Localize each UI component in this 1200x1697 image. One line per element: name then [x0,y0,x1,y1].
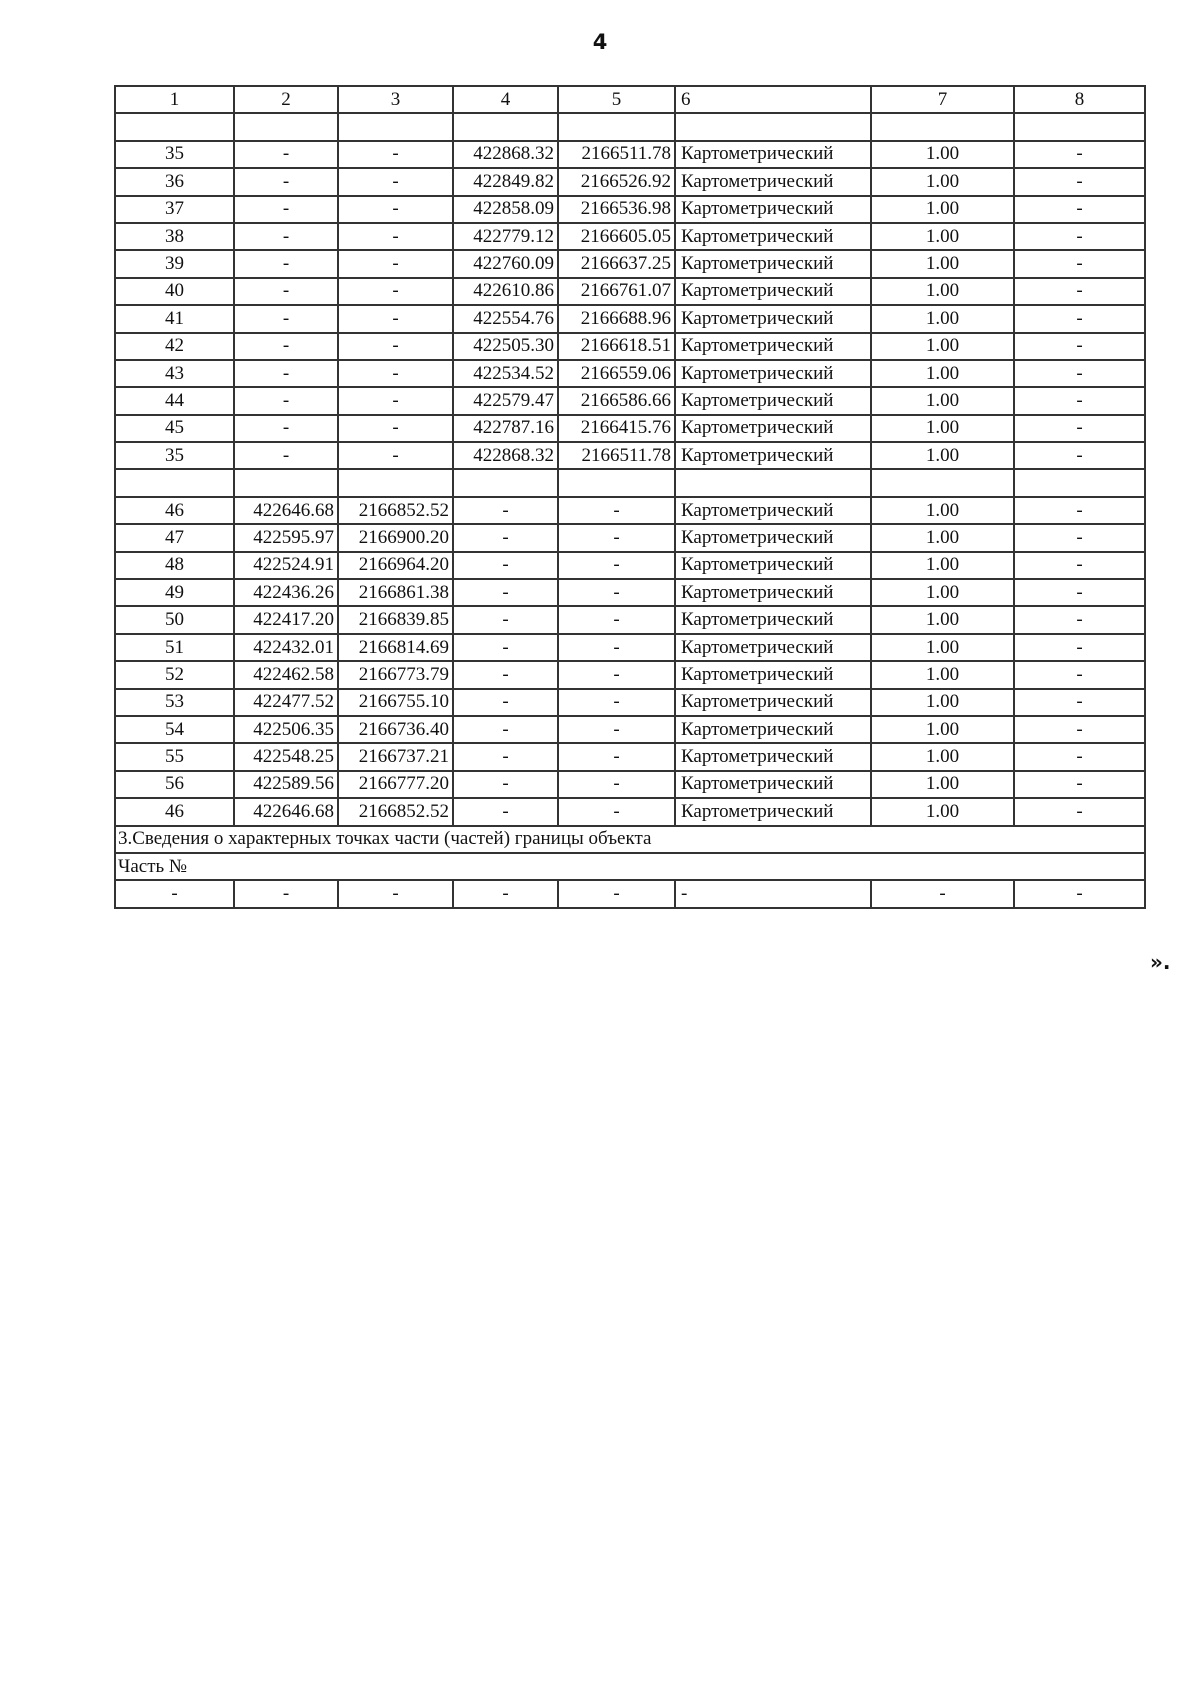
cell-col-2: - [234,250,338,277]
cell-col-6: Картометрический [675,250,871,277]
cell-col-3: 2166737.21 [338,743,453,770]
cell-col-2: 422646.68 [234,497,338,524]
table-row [115,579,1145,606]
cell-col-3: 2166852.52 [338,497,453,524]
cell-col-3: 2166839.85 [338,606,453,633]
cell-col-6: Картометрический [675,141,871,168]
section-title-text: 3.Сведения о характерных точках части (частей) границы объекта [115,826,1145,853]
cell-col-5: - [558,771,675,798]
cell-col-8: - [1014,415,1145,442]
cell-col-5: 2166688.96 [558,305,675,332]
cell-col-5: - [558,497,675,524]
cell-col-2: - [234,880,338,907]
cell-col-6: Картометрический [675,716,871,743]
cell-col-2: 422462.58 [234,661,338,688]
cell-col-4: - [453,634,558,661]
cell-col-4: - [453,661,558,688]
cell-col-5: 2166605.05 [558,223,675,250]
table-row [115,223,1145,250]
cell-col-7: 1.00 [871,305,1014,332]
cell-col-2: - [234,141,338,168]
empty-cell [558,113,675,140]
table-row [115,606,1145,633]
cell-col-4: - [453,880,558,907]
cell-col-3: 3 [338,86,453,113]
empty-cell [558,469,675,496]
cell-col-5: - [558,798,675,825]
part-label [115,853,1145,880]
cell-col-8: - [1014,579,1145,606]
cell-col-8: - [1014,168,1145,195]
cell-col-7: 1.00 [871,168,1014,195]
cell-col-2: - [234,168,338,195]
empty-cell [453,469,558,496]
empty-cell [871,113,1014,140]
cell-col-6: Картометрический [675,743,871,770]
cell-col-3: 2166814.69 [338,634,453,661]
cell-col-3: 2166861.38 [338,579,453,606]
cell-col-7: 1.00 [871,552,1014,579]
cell-col-6: Картометрический [675,333,871,360]
cell-col-4: 422610.86 [453,278,558,305]
cell-col-5: - [558,880,675,907]
empty-cell [338,469,453,496]
cell-col-8: - [1014,689,1145,716]
cell-col-5: 2166761.07 [558,278,675,305]
cell-col-8: - [1014,634,1145,661]
cell-col-6: Картометрический [675,579,871,606]
cell-col-7: 1.00 [871,661,1014,688]
cell-col-5: 2166618.51 [558,333,675,360]
empty-cell [115,469,234,496]
empty-cell [675,469,871,496]
cell-col-6: Картометрический [675,524,871,551]
cell-col-7: 1.00 [871,798,1014,825]
coordinates-table [114,85,1146,909]
cell-col-4: - [453,552,558,579]
cell-col-7: 1.00 [871,743,1014,770]
cell-col-3: - [338,168,453,195]
table-row [115,634,1145,661]
empty-row [115,469,1145,496]
cell-col-4: - [453,524,558,551]
cell-col-4: - [453,771,558,798]
cell-col-6: Картометрический [675,223,871,250]
empty-cell [871,469,1014,496]
cell-col-3: - [338,305,453,332]
cell-col-1: 38 [115,223,234,250]
cell-col-4: 422787.16 [453,415,558,442]
cell-col-6: Картометрический [675,387,871,414]
cell-col-6: Картометрический [675,798,871,825]
cell-col-1: 39 [115,250,234,277]
cell-col-4: 422505.30 [453,333,558,360]
cell-col-6: Картометрический [675,168,871,195]
table-row [115,497,1145,524]
cell-col-7: 1.00 [871,196,1014,223]
cell-col-7: 1.00 [871,524,1014,551]
empty-row [115,113,1145,140]
table-row [115,661,1145,688]
table-row [115,524,1145,551]
cell-col-8: - [1014,360,1145,387]
cell-col-2: - [234,278,338,305]
empty-cell [675,113,871,140]
cell-col-2: 422432.01 [234,634,338,661]
cell-col-7: 1.00 [871,415,1014,442]
cell-col-8: - [1014,497,1145,524]
cell-col-6: Картометрический [675,771,871,798]
cell-col-5: - [558,661,675,688]
cell-col-2: - [234,387,338,414]
cell-col-3: - [338,415,453,442]
cell-col-5: 2166586.66 [558,387,675,414]
cell-col-2: - [234,223,338,250]
table-body [115,86,1145,908]
cell-col-4: - [453,606,558,633]
page-number: 4 [592,30,608,54]
cell-col-3: - [338,333,453,360]
cell-col-4: - [453,689,558,716]
cell-col-1: 49 [115,579,234,606]
cell-col-6: - [675,880,871,907]
cell-col-5: 2166526.92 [558,168,675,195]
cell-col-2: 422417.20 [234,606,338,633]
cell-col-1: 35 [115,442,234,469]
cell-col-8: - [1014,661,1145,688]
cell-col-4: 422760.09 [453,250,558,277]
cell-col-1: 36 [115,168,234,195]
cell-col-7: 1.00 [871,387,1014,414]
cell-col-6: Картометрический [675,278,871,305]
cell-col-1: 56 [115,771,234,798]
table-row [115,689,1145,716]
table-row [115,387,1145,414]
empty-cell [234,469,338,496]
cell-col-8: - [1014,606,1145,633]
empty-cell [1014,113,1145,140]
cell-col-7: 1.00 [871,442,1014,469]
table-row [115,168,1145,195]
cell-col-2: - [234,196,338,223]
cell-col-4: 422779.12 [453,223,558,250]
cell-col-7: 1.00 [871,497,1014,524]
table-row [115,196,1145,223]
cell-col-2: - [234,415,338,442]
cell-col-3: - [338,223,453,250]
cell-col-4: 422849.82 [453,168,558,195]
cell-col-4: 4 [453,86,558,113]
table-row [115,305,1145,332]
cell-col-7: 1.00 [871,250,1014,277]
table-row [115,333,1145,360]
cell-col-8: - [1014,743,1145,770]
cell-col-8: - [1014,716,1145,743]
cell-col-8: - [1014,223,1145,250]
cell-col-3: - [338,141,453,168]
cell-col-4: 422554.76 [453,305,558,332]
cell-col-7: 1.00 [871,360,1014,387]
cell-col-4: 422579.47 [453,387,558,414]
cell-col-1: 54 [115,716,234,743]
cell-col-8: 8 [1014,86,1145,113]
cell-col-5: 5 [558,86,675,113]
cell-col-6: Картометрический [675,661,871,688]
cell-col-1: - [115,880,234,907]
cell-col-1: 43 [115,360,234,387]
table-row [115,552,1145,579]
cell-col-2: - [234,442,338,469]
cell-col-3: 2166852.52 [338,798,453,825]
cell-col-3: - [338,442,453,469]
cell-col-8: - [1014,333,1145,360]
part-label-text: Часть № [115,853,1145,880]
cell-col-6: Картометрический [675,552,871,579]
cell-col-2: 422477.52 [234,689,338,716]
cell-col-6: Картометрический [675,442,871,469]
cell-col-3: 2166964.20 [338,552,453,579]
cell-col-2: 422548.25 [234,743,338,770]
cell-col-4: - [453,497,558,524]
table-row [115,743,1145,770]
cell-col-2: - [234,360,338,387]
cell-col-4: - [453,579,558,606]
cell-col-6: Картометрический [675,634,871,661]
cell-col-4: - [453,716,558,743]
cell-col-4: 422868.32 [453,141,558,168]
header-row [115,86,1145,113]
section-title [115,826,1145,853]
cell-col-5: - [558,524,675,551]
cell-col-3: - [338,387,453,414]
cell-col-2: 422436.26 [234,579,338,606]
cell-col-1: 55 [115,743,234,770]
empty-cell [115,113,234,140]
cell-col-8: - [1014,250,1145,277]
cell-col-1: 46 [115,497,234,524]
cell-col-6: Картометрический [675,305,871,332]
cell-col-7: 1.00 [871,579,1014,606]
cell-col-5: 2166511.78 [558,442,675,469]
cell-col-1: 50 [115,606,234,633]
cell-col-6: Картометрический [675,689,871,716]
cell-col-1: 46 [115,798,234,825]
table-row [115,716,1145,743]
cell-col-8: - [1014,524,1145,551]
table-row [115,250,1145,277]
cell-col-5: 2166415.76 [558,415,675,442]
cell-col-2: - [234,305,338,332]
cell-col-1: 41 [115,305,234,332]
table-row [115,415,1145,442]
cell-col-8: - [1014,305,1145,332]
cell-col-7: 1.00 [871,223,1014,250]
empty-cell [338,113,453,140]
cell-col-3: - [338,880,453,907]
cell-col-2: 422589.56 [234,771,338,798]
cell-col-3: - [338,250,453,277]
cell-col-8: - [1014,196,1145,223]
cell-col-6: Картометрический [675,196,871,223]
cell-col-1: 40 [115,278,234,305]
cell-col-7: 1.00 [871,278,1014,305]
table-row [115,278,1145,305]
cell-col-8: - [1014,798,1145,825]
cell-col-8: - [1014,278,1145,305]
cell-col-7: 1.00 [871,689,1014,716]
cell-col-4: 422868.32 [453,442,558,469]
cell-col-2: 422506.35 [234,716,338,743]
cell-col-5: - [558,716,675,743]
cell-col-5: - [558,552,675,579]
cell-col-3: 2166736.40 [338,716,453,743]
cell-col-8: - [1014,880,1145,907]
cell-col-4: 422534.52 [453,360,558,387]
cell-col-2: 2 [234,86,338,113]
cell-col-5: - [558,634,675,661]
cell-col-6: Картометрический [675,606,871,633]
cell-col-1: 48 [115,552,234,579]
cell-col-3: 2166773.79 [338,661,453,688]
empty-cell [234,113,338,140]
cell-col-8: - [1014,552,1145,579]
cell-col-1: 42 [115,333,234,360]
cell-col-3: - [338,196,453,223]
table-row [115,442,1145,469]
final-row [115,880,1145,907]
cell-col-5: - [558,579,675,606]
cell-col-1: 45 [115,415,234,442]
cell-col-4: - [453,743,558,770]
cell-col-1: 53 [115,689,234,716]
cell-col-1: 37 [115,196,234,223]
cell-col-2: - [234,333,338,360]
cell-col-1: 47 [115,524,234,551]
cell-col-1: 35 [115,141,234,168]
cell-col-1: 1 [115,86,234,113]
cell-col-5: - [558,743,675,770]
cell-col-7: 1.00 [871,716,1014,743]
cell-col-5: 2166559.06 [558,360,675,387]
cell-col-2: 422595.97 [234,524,338,551]
cell-col-7: 1.00 [871,333,1014,360]
cell-col-3: 2166755.10 [338,689,453,716]
empty-cell [1014,469,1145,496]
cell-col-7: 1.00 [871,606,1014,633]
cell-col-8: - [1014,771,1145,798]
table-row [115,141,1145,168]
empty-cell [453,113,558,140]
cell-col-4: 422858.09 [453,196,558,223]
cell-col-1: 52 [115,661,234,688]
table-row [115,360,1145,387]
cell-col-3: 2166777.20 [338,771,453,798]
table-row [115,771,1145,798]
cell-col-6: Картометрический [675,497,871,524]
cell-col-8: - [1014,442,1145,469]
cell-col-2: 422524.91 [234,552,338,579]
cell-col-1: 44 [115,387,234,414]
closing-quote: ». [1150,950,1171,974]
cell-col-5: 2166637.25 [558,250,675,277]
cell-col-5: 2166536.98 [558,196,675,223]
cell-col-5: - [558,606,675,633]
cell-col-3: 2166900.20 [338,524,453,551]
cell-col-6: Картометрический [675,415,871,442]
cell-col-2: 422646.68 [234,798,338,825]
cell-col-1: 51 [115,634,234,661]
cell-col-7: 1.00 [871,634,1014,661]
cell-col-7: 1.00 [871,771,1014,798]
cell-col-4: - [453,798,558,825]
cell-col-8: - [1014,141,1145,168]
cell-col-6: 6 [675,86,871,113]
cell-col-7: - [871,880,1014,907]
cell-col-5: - [558,689,675,716]
cell-col-3: - [338,278,453,305]
cell-col-6: Картометрический [675,360,871,387]
cell-col-7: 1.00 [871,141,1014,168]
cell-col-7: 7 [871,86,1014,113]
table-row [115,798,1145,825]
cell-col-5: 2166511.78 [558,141,675,168]
cell-col-8: - [1014,387,1145,414]
cell-col-3: - [338,360,453,387]
